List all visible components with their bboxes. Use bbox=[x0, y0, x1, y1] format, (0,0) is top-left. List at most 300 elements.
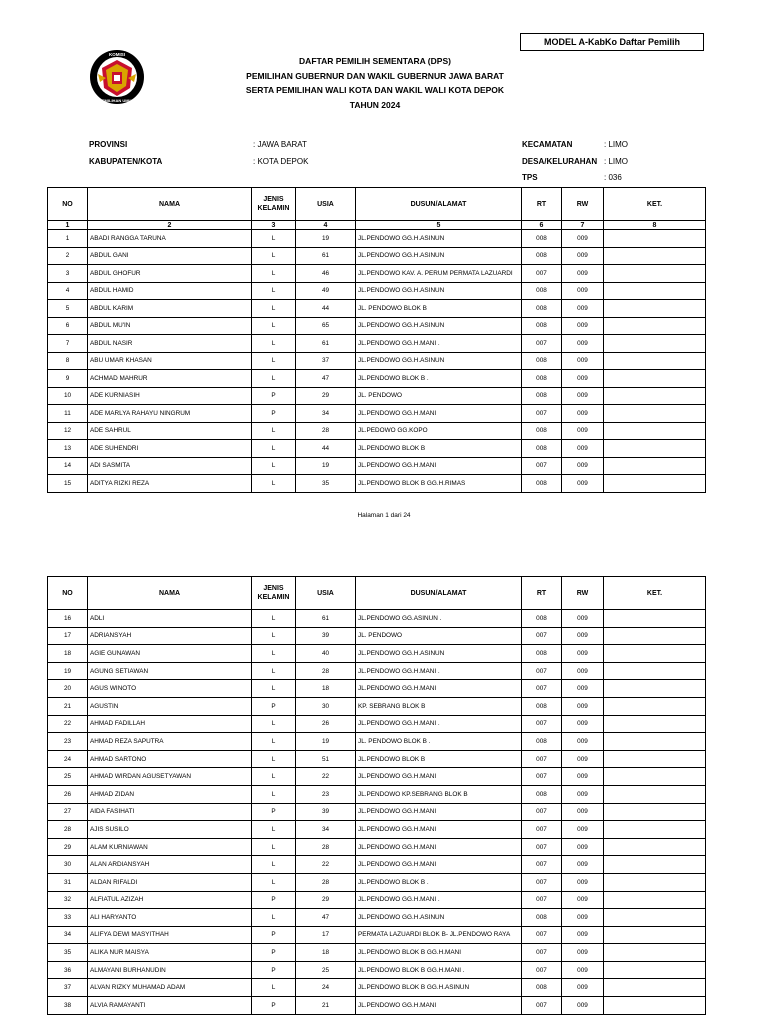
cell-rt: 008 bbox=[522, 785, 562, 803]
cell-no: 23 bbox=[48, 733, 88, 751]
cell-jenis-kelamin: L bbox=[252, 856, 296, 874]
cell-no: 11 bbox=[48, 405, 88, 423]
cell-rw: 009 bbox=[562, 750, 604, 768]
table-row bbox=[48, 961, 706, 979]
cell-alamat: JL.PENDOWO GG.H.MANI bbox=[356, 680, 522, 698]
cell-alamat: KP. SEBRANG BLOK B bbox=[356, 697, 522, 715]
cell-no: 22 bbox=[48, 715, 88, 733]
cell-rt: 008 bbox=[522, 387, 562, 405]
cell-ket bbox=[604, 662, 706, 680]
cell-no: 33 bbox=[48, 909, 88, 927]
cell-alamat: JL.PENDOWO GG.H.MANI . bbox=[356, 335, 522, 353]
cell-no: 29 bbox=[48, 838, 88, 856]
table-row bbox=[48, 662, 706, 680]
header-no: NO bbox=[48, 577, 88, 610]
cell-ket bbox=[604, 715, 706, 733]
info-label-kabupaten: KABUPATEN/KOTA bbox=[89, 156, 163, 166]
cell-rw: 009 bbox=[562, 610, 604, 628]
cell-rt: 007 bbox=[522, 821, 562, 839]
cell-alamat: JL.PENDOWO BLOK B . bbox=[356, 370, 522, 388]
document-title bbox=[200, 54, 550, 112]
cell-jenis-kelamin: L bbox=[252, 352, 296, 370]
cell-no: 28 bbox=[48, 821, 88, 839]
cell-rt: 008 bbox=[522, 979, 562, 997]
cell-rt: 008 bbox=[522, 282, 562, 300]
cell-rt: 007 bbox=[522, 944, 562, 962]
cell-jenis-kelamin: L bbox=[252, 873, 296, 891]
table-row bbox=[48, 979, 706, 997]
cell-rt: 007 bbox=[522, 265, 562, 283]
cell-rt: 007 bbox=[522, 997, 562, 1015]
cell-alamat: JL.PENDOWO BLOK B bbox=[356, 750, 522, 768]
cell-nama: AHMAD ZIDAN bbox=[88, 785, 252, 803]
cell-ket bbox=[604, 352, 706, 370]
cell-rt: 007 bbox=[522, 926, 562, 944]
table-row bbox=[48, 803, 706, 821]
cell-usia: 19 bbox=[296, 457, 356, 475]
info-right bbox=[522, 137, 628, 187]
cell-jenis-kelamin: L bbox=[252, 733, 296, 751]
cell-ket bbox=[604, 610, 706, 628]
cell-rt: 008 bbox=[522, 247, 562, 265]
cell-ket bbox=[604, 750, 706, 768]
voter-table-page-1 bbox=[47, 187, 706, 493]
cell-rt: 008 bbox=[522, 733, 562, 751]
info-label-provinsi: PROVINSI bbox=[89, 140, 128, 149]
cell-rw: 009 bbox=[562, 387, 604, 405]
cell-nama: ALIKA NUR MAISYA bbox=[88, 944, 252, 962]
cell-alamat: JL.PENDOWO GG.H.MANI bbox=[356, 856, 522, 874]
cell-jenis-kelamin: L bbox=[252, 457, 296, 475]
cell-usia: 19 bbox=[296, 733, 356, 751]
cell-no: 14 bbox=[48, 457, 88, 475]
cell-no: 35 bbox=[48, 944, 88, 962]
cell-rt: 007 bbox=[522, 680, 562, 698]
cell-ket bbox=[604, 627, 706, 645]
cell-jenis-kelamin: L bbox=[252, 440, 296, 458]
cell-rw: 009 bbox=[562, 627, 604, 645]
cell-rw: 009 bbox=[562, 856, 604, 874]
cell-nama: ADITYA RIZKI REZA bbox=[88, 475, 252, 493]
cell-alamat: JL.PENDOWO GG.H.MANI bbox=[356, 838, 522, 856]
cell-nama: ADI SASMITA bbox=[88, 457, 252, 475]
cell-rt: 008 bbox=[522, 645, 562, 663]
cell-usia: 17 bbox=[296, 926, 356, 944]
cell-alamat: JL. PENDOWO bbox=[356, 627, 522, 645]
cell-alamat: JL.PENDOWO GG.H.ASINUN bbox=[356, 317, 522, 335]
cell-nama: ALIFYA DEWI MASYITHAH bbox=[88, 926, 252, 944]
cell-no: 17 bbox=[48, 627, 88, 645]
header-nama: NAMA bbox=[88, 188, 252, 221]
column-index: 6 bbox=[522, 221, 562, 230]
cell-nama: ABDUL KARIM bbox=[88, 300, 252, 318]
cell-jenis-kelamin: L bbox=[252, 715, 296, 733]
cell-jenis-kelamin: P bbox=[252, 405, 296, 423]
cell-rw: 009 bbox=[562, 873, 604, 891]
cell-rw: 009 bbox=[562, 821, 604, 839]
cell-rt: 007 bbox=[522, 627, 562, 645]
cell-usia: 47 bbox=[296, 370, 356, 388]
cell-alamat: JL.PENDOWO GG.H.MANI . bbox=[356, 891, 522, 909]
cell-usia: 29 bbox=[296, 387, 356, 405]
cell-nama: ACHMAD MAHRUR bbox=[88, 370, 252, 388]
cell-nama: ADLI bbox=[88, 610, 252, 628]
cell-jenis-kelamin: L bbox=[252, 610, 296, 628]
info-label-kecamatan: KECAMATAN bbox=[522, 140, 573, 149]
cell-no: 13 bbox=[48, 440, 88, 458]
header-rw: RW bbox=[562, 188, 604, 221]
cell-nama: ADE MARLYA RAHAYU NINGRUM bbox=[88, 405, 252, 423]
info-value-tps: : 036 bbox=[604, 173, 622, 182]
cell-usia: 29 bbox=[296, 891, 356, 909]
cell-rw: 009 bbox=[562, 282, 604, 300]
info-value-desa: : LIMO bbox=[604, 156, 629, 166]
table-row bbox=[48, 475, 706, 493]
cell-no: 2 bbox=[48, 247, 88, 265]
cell-no: 34 bbox=[48, 926, 88, 944]
table-row bbox=[48, 387, 706, 405]
table-row bbox=[48, 944, 706, 962]
table-row bbox=[48, 715, 706, 733]
cell-ket bbox=[604, 230, 706, 248]
header-nama: NAMA bbox=[88, 577, 252, 610]
cell-no: 1 bbox=[48, 230, 88, 248]
cell-usia: 37 bbox=[296, 352, 356, 370]
column-index-row bbox=[48, 221, 706, 230]
cell-rw: 009 bbox=[562, 370, 604, 388]
header-usia: USIA bbox=[296, 577, 356, 610]
cell-nama: AHMAD REZA SAPUTRA bbox=[88, 733, 252, 751]
info-value-kecamatan: : LIMO bbox=[604, 140, 629, 149]
cell-ket bbox=[604, 475, 706, 493]
cell-rw: 009 bbox=[562, 335, 604, 353]
cell-ket bbox=[604, 317, 706, 335]
cell-nama: AGUSTIN bbox=[88, 697, 252, 715]
cell-ket bbox=[604, 979, 706, 997]
cell-rt: 008 bbox=[522, 440, 562, 458]
cell-alamat: JL.PENDOWO BLOK B . bbox=[356, 873, 522, 891]
model-label: MODEL A-KabKo Daftar Pemilih bbox=[520, 33, 704, 51]
cell-jenis-kelamin: L bbox=[252, 909, 296, 927]
header-usia: USIA bbox=[296, 188, 356, 221]
cell-rt: 007 bbox=[522, 405, 562, 423]
cell-usia: 22 bbox=[296, 768, 356, 786]
cell-ket bbox=[604, 961, 706, 979]
cell-alamat: JL.PENDOWO GG.H.MANI . bbox=[356, 715, 522, 733]
header-rt: RT bbox=[522, 577, 562, 610]
table-body-page-1 bbox=[48, 230, 706, 493]
cell-nama: ALAM KURNIAWAN bbox=[88, 838, 252, 856]
header-rw: RW bbox=[562, 577, 604, 610]
cell-alamat: JL.PENDOWO KP.SEBRANG BLOK B bbox=[356, 785, 522, 803]
cell-alamat: PERMATA LAZUARDI BLOK B- JL.PENDOWO RAYA bbox=[356, 926, 522, 944]
cell-jenis-kelamin: L bbox=[252, 750, 296, 768]
cell-rw: 009 bbox=[562, 440, 604, 458]
cell-nama: AJIS SUSILO bbox=[88, 821, 252, 839]
cell-nama: ALMAYANI BURHANUDIN bbox=[88, 961, 252, 979]
cell-rw: 009 bbox=[562, 715, 604, 733]
cell-nama: AHMAD SARTONO bbox=[88, 750, 252, 768]
logo-top-text: KOMISI bbox=[108, 52, 125, 57]
cell-alamat: JL.PEDOWO GG.KOPO bbox=[356, 422, 522, 440]
table-row bbox=[48, 335, 706, 353]
table-header-row bbox=[48, 188, 706, 221]
cell-no: 16 bbox=[48, 610, 88, 628]
header-alamat: DUSUN/ALAMAT bbox=[356, 188, 522, 221]
cell-nama: ALAN ARDIANSYAH bbox=[88, 856, 252, 874]
cell-jenis-kelamin: P bbox=[252, 926, 296, 944]
cell-alamat: JL.PENDOWO GG.H.ASINUN bbox=[356, 352, 522, 370]
cell-no: 37 bbox=[48, 979, 88, 997]
cell-rt: 008 bbox=[522, 475, 562, 493]
cell-rt: 008 bbox=[522, 370, 562, 388]
cell-alamat: JL.PENDOWO GG.H.ASINUN bbox=[356, 247, 522, 265]
cell-usia: 26 bbox=[296, 715, 356, 733]
cell-no: 30 bbox=[48, 856, 88, 874]
cell-rw: 009 bbox=[562, 265, 604, 283]
cell-nama: ABDUL MU'IN bbox=[88, 317, 252, 335]
cell-rw: 009 bbox=[562, 645, 604, 663]
table-row bbox=[48, 873, 706, 891]
cell-ket bbox=[604, 926, 706, 944]
cell-usia: 39 bbox=[296, 627, 356, 645]
cell-usia: 65 bbox=[296, 317, 356, 335]
cell-jenis-kelamin: L bbox=[252, 265, 296, 283]
cell-alamat: JL.PENDOWO BLOK B GG.H.RIMAS bbox=[356, 475, 522, 493]
cell-rw: 009 bbox=[562, 785, 604, 803]
cell-jenis-kelamin: L bbox=[252, 838, 296, 856]
cell-alamat: JL.PENDOWO GG.H.MANI bbox=[356, 803, 522, 821]
cell-alamat: JL.PENDOWO GG.H.MANI bbox=[356, 997, 522, 1015]
cell-usia: 18 bbox=[296, 680, 356, 698]
cell-no: 3 bbox=[48, 265, 88, 283]
table-row bbox=[48, 230, 706, 248]
cell-rt: 008 bbox=[522, 300, 562, 318]
cell-usia: 24 bbox=[296, 979, 356, 997]
cell-rw: 009 bbox=[562, 891, 604, 909]
cell-jenis-kelamin: L bbox=[252, 300, 296, 318]
cell-ket bbox=[604, 768, 706, 786]
cell-usia: 61 bbox=[296, 247, 356, 265]
cell-usia: 47 bbox=[296, 909, 356, 927]
cell-rw: 009 bbox=[562, 352, 604, 370]
cell-usia: 25 bbox=[296, 961, 356, 979]
cell-no: 36 bbox=[48, 961, 88, 979]
info-value-provinsi: : JAWA BARAT bbox=[253, 140, 307, 149]
cell-rt: 007 bbox=[522, 662, 562, 680]
cell-rw: 009 bbox=[562, 680, 604, 698]
cell-ket bbox=[604, 335, 706, 353]
cell-no: 8 bbox=[48, 352, 88, 370]
header-jenis-kelamin: JENIS KELAMIN bbox=[252, 188, 296, 221]
cell-ket bbox=[604, 733, 706, 751]
cell-alamat: JL.PENDOWO GG.H.MANI bbox=[356, 405, 522, 423]
cell-rw: 009 bbox=[562, 475, 604, 493]
cell-rw: 009 bbox=[562, 944, 604, 962]
cell-alamat: JL.PENDOWO GG.H.MANI bbox=[356, 768, 522, 786]
cell-jenis-kelamin: L bbox=[252, 475, 296, 493]
cell-usia: 44 bbox=[296, 440, 356, 458]
cell-ket bbox=[604, 422, 706, 440]
cell-nama: AGIE GUNAWAN bbox=[88, 645, 252, 663]
cell-usia: 35 bbox=[296, 475, 356, 493]
table-row bbox=[48, 680, 706, 698]
cell-rw: 009 bbox=[562, 662, 604, 680]
cell-rt: 007 bbox=[522, 838, 562, 856]
cell-nama: ADE SAHRUL bbox=[88, 422, 252, 440]
cell-jenis-kelamin: P bbox=[252, 944, 296, 962]
cell-alamat: JL.PENDOWO GG.ASINUN . bbox=[356, 610, 522, 628]
cell-rw: 009 bbox=[562, 768, 604, 786]
column-index: 4 bbox=[296, 221, 356, 230]
cell-no: 7 bbox=[48, 335, 88, 353]
table-row bbox=[48, 247, 706, 265]
table-row bbox=[48, 997, 706, 1015]
cell-rw: 009 bbox=[562, 317, 604, 335]
cell-usia: 61 bbox=[296, 335, 356, 353]
cell-jenis-kelamin: L bbox=[252, 627, 296, 645]
cell-alamat: JL.PENDOWO GG.H.ASINUN bbox=[356, 230, 522, 248]
cell-ket bbox=[604, 944, 706, 962]
table-row bbox=[48, 610, 706, 628]
cell-usia: 40 bbox=[296, 645, 356, 663]
table-row bbox=[48, 317, 706, 335]
table-row bbox=[48, 300, 706, 318]
info-label-tps: TPS bbox=[522, 173, 538, 182]
page-footer: Halaman 1 dari 24 bbox=[357, 512, 411, 519]
cell-ket bbox=[604, 265, 706, 283]
cell-alamat: JL.PENDOWO BLOK B bbox=[356, 440, 522, 458]
voter-table-page-2 bbox=[47, 576, 706, 1015]
cell-rt: 007 bbox=[522, 856, 562, 874]
cell-jenis-kelamin: L bbox=[252, 662, 296, 680]
cell-jenis-kelamin: L bbox=[252, 422, 296, 440]
cell-alamat: JL. PENDOWO BLOK B bbox=[356, 300, 522, 318]
cell-ket bbox=[604, 909, 706, 927]
cell-rw: 009 bbox=[562, 457, 604, 475]
cell-usia: 28 bbox=[296, 422, 356, 440]
cell-nama: ABDUL NASIR bbox=[88, 335, 252, 353]
cell-ket bbox=[604, 873, 706, 891]
cell-rw: 009 bbox=[562, 230, 604, 248]
cell-jenis-kelamin: L bbox=[252, 645, 296, 663]
table-row bbox=[48, 909, 706, 927]
cell-nama: ALDAN RIFALDI bbox=[88, 873, 252, 891]
cell-alamat: JL.PENDOWO GG.H.ASINUN bbox=[356, 645, 522, 663]
cell-no: 18 bbox=[48, 645, 88, 663]
cell-no: 27 bbox=[48, 803, 88, 821]
cell-no: 38 bbox=[48, 997, 88, 1015]
table-row bbox=[48, 422, 706, 440]
cell-rt: 007 bbox=[522, 961, 562, 979]
table-row bbox=[48, 750, 706, 768]
cell-alamat: JL.PENDOWO BLOK B GG.H.ASINUN bbox=[356, 979, 522, 997]
cell-usia: 30 bbox=[296, 697, 356, 715]
cell-no: 20 bbox=[48, 680, 88, 698]
cell-jenis-kelamin: P bbox=[252, 961, 296, 979]
table-row bbox=[48, 282, 706, 300]
table-row bbox=[48, 768, 706, 786]
cell-nama: ABDUL GHOFUR bbox=[88, 265, 252, 283]
cell-jenis-kelamin: P bbox=[252, 697, 296, 715]
table-row bbox=[48, 926, 706, 944]
cell-alamat: JL.PENDOWO GG.H.ASINUN bbox=[356, 282, 522, 300]
cell-rt: 007 bbox=[522, 768, 562, 786]
cell-ket bbox=[604, 300, 706, 318]
cell-rw: 009 bbox=[562, 247, 604, 265]
column-index: 3 bbox=[252, 221, 296, 230]
table-row bbox=[48, 821, 706, 839]
logo-bottom-text: PEMILIHAN UMUM bbox=[99, 98, 135, 103]
cell-rt: 008 bbox=[522, 230, 562, 248]
cell-rt: 007 bbox=[522, 750, 562, 768]
cell-usia: 61 bbox=[296, 610, 356, 628]
cell-rt: 007 bbox=[522, 803, 562, 821]
cell-alamat: JL.PENDOWO GG.H.MANI bbox=[356, 821, 522, 839]
cell-jenis-kelamin: L bbox=[252, 768, 296, 786]
cell-jenis-kelamin: L bbox=[252, 785, 296, 803]
cell-no: 12 bbox=[48, 422, 88, 440]
cell-alamat: JL.PENDOWO GG.H.MANI . bbox=[356, 662, 522, 680]
table-row bbox=[48, 838, 706, 856]
cell-ket bbox=[604, 856, 706, 874]
header-rt: RT bbox=[522, 188, 562, 221]
cell-alamat: JL. PENDOWO bbox=[356, 387, 522, 405]
table-row bbox=[48, 440, 706, 458]
cell-jenis-kelamin: P bbox=[252, 891, 296, 909]
cell-usia: 22 bbox=[296, 856, 356, 874]
cell-nama: AHMAD WIRDAN AGUSETYAWAN bbox=[88, 768, 252, 786]
cell-nama: ALVIA RAMAYANTI bbox=[88, 997, 252, 1015]
cell-nama: ADRIANSYAH bbox=[88, 627, 252, 645]
cell-nama: AHMAD FADILLAH bbox=[88, 715, 252, 733]
cell-ket bbox=[604, 370, 706, 388]
cell-jenis-kelamin: L bbox=[252, 680, 296, 698]
cell-usia: 46 bbox=[296, 265, 356, 283]
cell-rt: 007 bbox=[522, 457, 562, 475]
cell-rw: 009 bbox=[562, 979, 604, 997]
cell-usia: 28 bbox=[296, 873, 356, 891]
column-index: 1 bbox=[48, 221, 88, 230]
cell-jenis-kelamin: P bbox=[252, 803, 296, 821]
info-label-desa: DESA/KELURAHAN bbox=[522, 156, 598, 166]
column-index: 8 bbox=[604, 221, 706, 230]
info-value-kabupaten: : KOTA DEPOK bbox=[253, 156, 309, 166]
cell-nama: ABDUL HAMID bbox=[88, 282, 252, 300]
table-row bbox=[48, 891, 706, 909]
cell-nama: ALI HARYANTO bbox=[88, 909, 252, 927]
title-line: TAHUN 2024 bbox=[349, 99, 401, 110]
cell-alamat: JL.PENDOWO GG.H.MANI bbox=[356, 457, 522, 475]
cell-usia: 34 bbox=[296, 405, 356, 423]
header-ket: KET. bbox=[604, 188, 706, 221]
table-row bbox=[48, 370, 706, 388]
cell-jenis-kelamin: L bbox=[252, 335, 296, 353]
cell-rw: 009 bbox=[562, 838, 604, 856]
table-row bbox=[48, 627, 706, 645]
table-body-page-2 bbox=[48, 610, 706, 1015]
table-row bbox=[48, 856, 706, 874]
cell-no: 5 bbox=[48, 300, 88, 318]
cell-rt: 008 bbox=[522, 352, 562, 370]
header-ket: KET. bbox=[604, 577, 706, 610]
cell-rw: 009 bbox=[562, 909, 604, 927]
cell-usia: 23 bbox=[296, 785, 356, 803]
cell-rw: 009 bbox=[562, 926, 604, 944]
cell-no: 9 bbox=[48, 370, 88, 388]
cell-usia: 21 bbox=[296, 997, 356, 1015]
cell-no: 32 bbox=[48, 891, 88, 909]
